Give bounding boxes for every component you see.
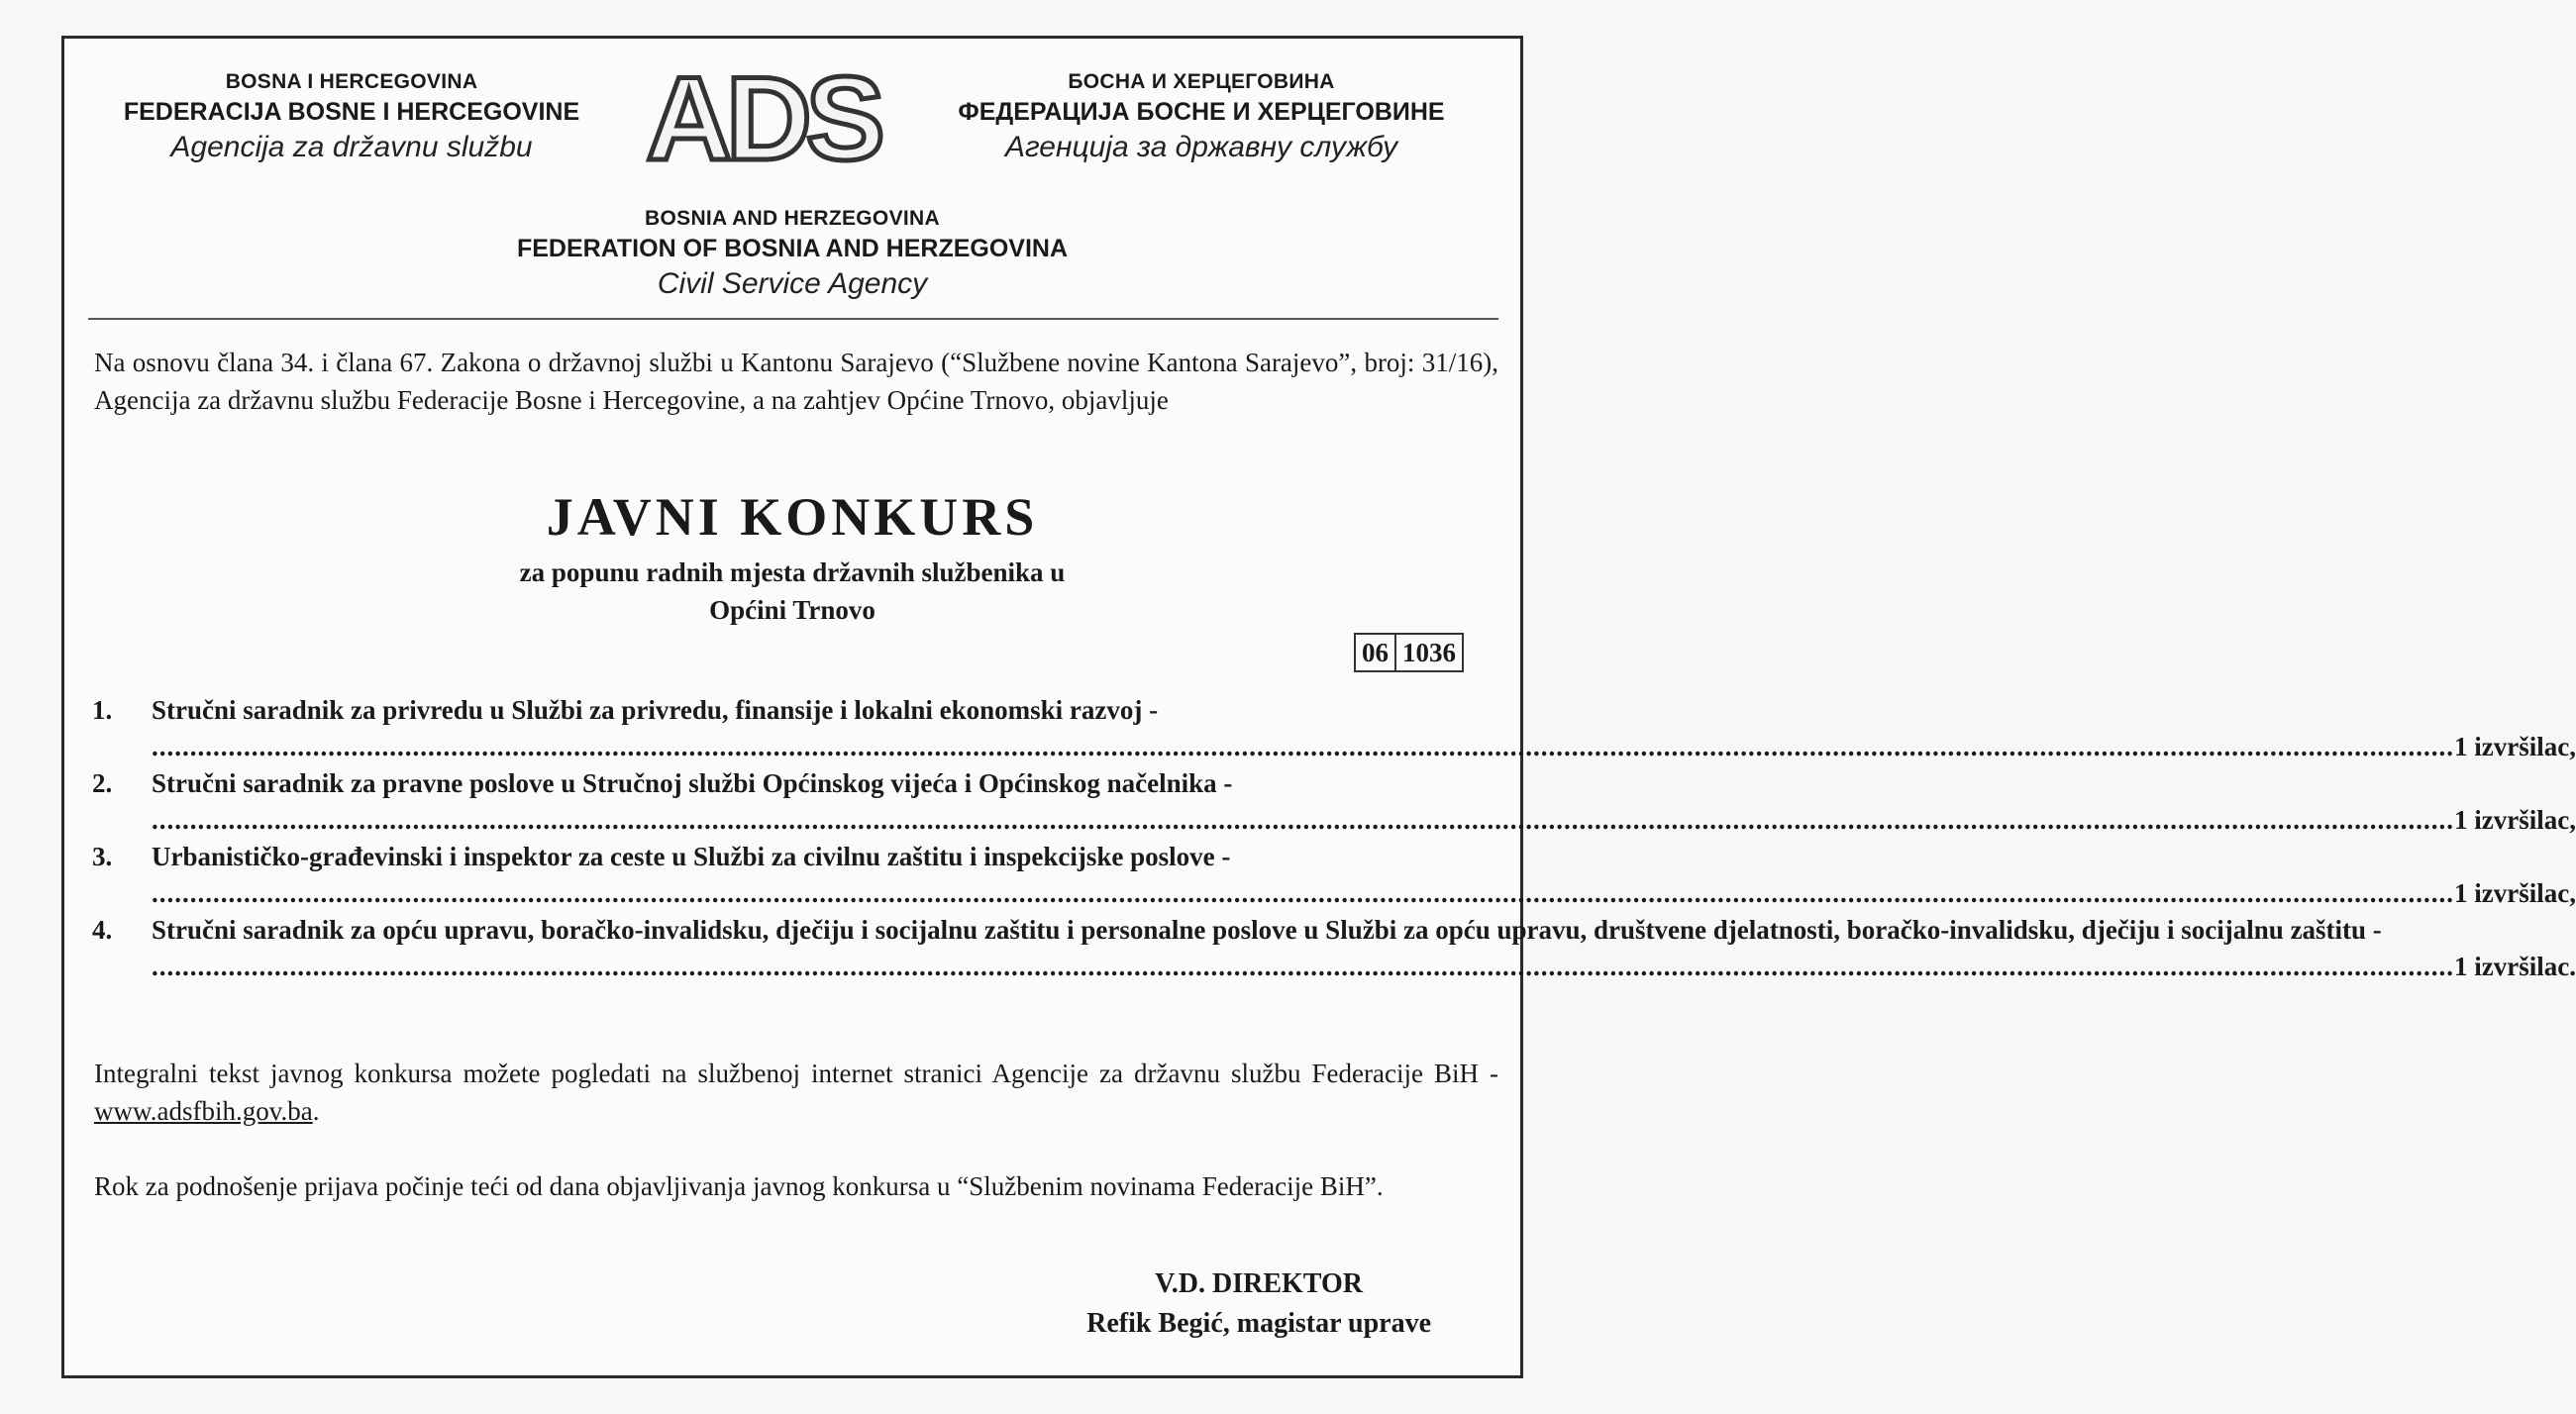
item-executors: 1 izvršilac, bbox=[2454, 805, 2576, 835]
document-subtitle bbox=[64, 554, 1520, 629]
item-title: Urbanističko-građevinski i inspektor za ceste u Službi za civilnu zaštitu i inspekcijske poslove - bbox=[152, 842, 1231, 871]
agency-name-cyrillic: Агенција за државну службу bbox=[1004, 131, 1398, 163]
federation-name: FEDERACIJA BOSNE I HERCEGOVINE bbox=[123, 98, 580, 126]
item-title: Stručni saradnik za pravne poslove u Stručnoj službi Općinskog vijeća i Općinskog načelnika - bbox=[152, 768, 1233, 798]
website-link[interactable]: www.adsfbih.gov.ba bbox=[94, 1096, 313, 1126]
subtitle-line-1: za popunu radnih mjesta državnih službenika u bbox=[519, 557, 1066, 587]
website-paragraph bbox=[94, 1055, 1498, 1130]
agency-name-english: Civil Service Agency bbox=[657, 267, 928, 300]
ads-logo bbox=[639, 52, 886, 185]
signature-block bbox=[1086, 1264, 1431, 1344]
website-paragraph-end: . bbox=[312, 1096, 320, 1126]
dot-leader bbox=[152, 802, 2454, 839]
federation-name-cyrillic: ФЕДЕРАЦИЈА БОСНЕ И ХЕРЦЕГОВИНЕ bbox=[958, 98, 1445, 126]
item-number: 3. bbox=[92, 842, 113, 871]
list-item bbox=[92, 912, 2576, 985]
list-item bbox=[92, 692, 2576, 765]
country-name: BOSNA I HERCEGOVINA bbox=[225, 70, 478, 93]
dot-leader bbox=[152, 875, 2454, 912]
reference-code-part-1: 06 bbox=[1362, 638, 1389, 667]
list-item bbox=[92, 839, 2576, 912]
federation-name-english: FEDERATION OF BOSNIA AND HERZEGOVINA bbox=[516, 235, 1069, 262]
item-executors: 1 izvršilac, bbox=[2454, 732, 2576, 761]
agency-name: Agencija za državnu službu bbox=[170, 131, 533, 163]
country-name-cyrillic: БОСНА И ХЕРЦЕГОВИНА bbox=[1068, 70, 1335, 93]
header-divider bbox=[88, 318, 1498, 320]
signature-name: Refik Begić, magistar uprave bbox=[1086, 1308, 1431, 1339]
item-title: Stručni saradnik za privredu u Službi za privredu, finansije i lokalni ekonomski razvoj - bbox=[152, 695, 1159, 725]
item-executors: 1 izvršilac, bbox=[2454, 878, 2576, 908]
item-number: 1. bbox=[92, 695, 113, 725]
header-cyrillic bbox=[914, 68, 1489, 167]
reference-code bbox=[1354, 633, 1464, 672]
item-number: 2. bbox=[92, 768, 113, 798]
deadline-paragraph: Rok za podnošenje prijava počinje teći od dana objavljivanja javnog konkursa u “Službenim novinama Federacije BiH”. bbox=[94, 1171, 1384, 1201]
list-item bbox=[92, 765, 2576, 839]
website-paragraph-text: Integralni tekst javnog konkursa možete pogledati na službenoj internet stranici Agencije za državnu službu Federacije BiH - bbox=[94, 1059, 1498, 1088]
intro-paragraph: Na osnovu člana 34. i člana 67. Zakona o državnoj službi u Kantonu Sarajevo (“Službene novine Kantona Sarajevo”, broj: 31/16), Agencija za državnu službu Federacije Bosne i Hercegovine, a na zahtjev Općine Trnovo, objavljuje bbox=[94, 348, 1498, 415]
header-latin bbox=[94, 68, 609, 167]
item-executors: 1 izvršilac. bbox=[2454, 952, 2576, 981]
announcement-frame bbox=[61, 36, 2576, 1378]
country-name-english: BOSNIA AND HERZEGOVINA bbox=[645, 207, 940, 230]
dot-leader bbox=[152, 949, 2454, 985]
dot-leader bbox=[152, 729, 2454, 765]
header-english bbox=[64, 205, 1520, 304]
item-title: Stručni saradnik za opću upravu, boračko-invalidsku, dječiju i socijalnu zaštitu i personalne poslove u Službi za opću upravu, društvene djelatnosti, boračko-invalidsku, dječiju i socijalnu zaštitu - bbox=[152, 915, 2382, 945]
signature-role: V.D. DIREKTOR bbox=[1155, 1268, 1363, 1299]
subtitle-line-2: Općini Trnovo bbox=[709, 595, 876, 625]
item-number: 4. bbox=[92, 915, 113, 945]
document-title: JAVNI KONKURS bbox=[546, 487, 1039, 547]
svg-text:ADS: ADS bbox=[646, 52, 879, 185]
positions-list bbox=[92, 692, 2576, 985]
reference-code-part-2: 1036 bbox=[1394, 635, 1462, 670]
